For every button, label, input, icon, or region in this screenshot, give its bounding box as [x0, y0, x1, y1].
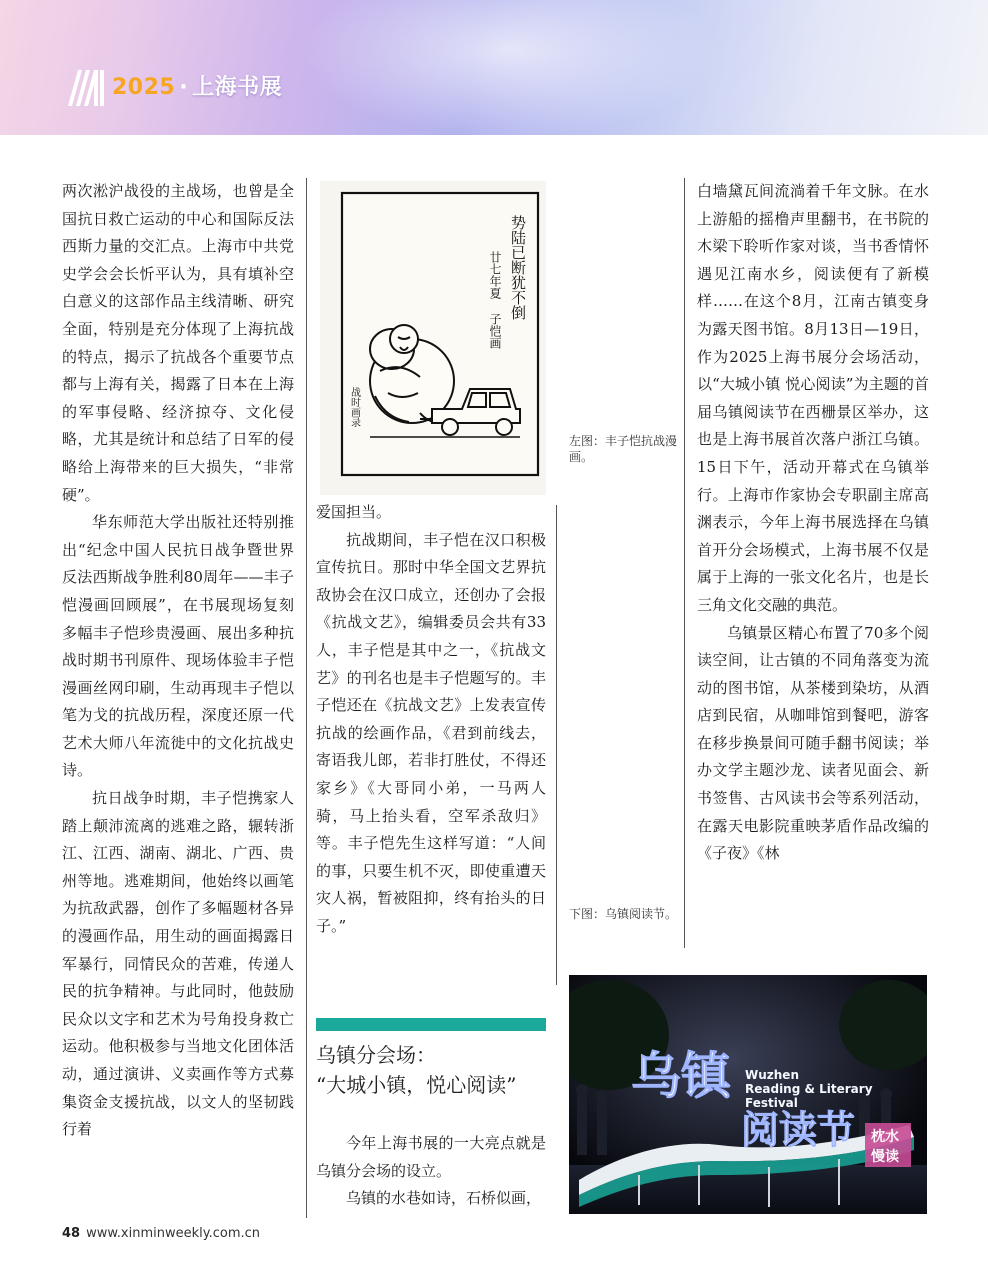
banner-glow — [300, 0, 720, 135]
paragraph: 爱国担当。 — [316, 503, 392, 521]
section-heading-line1: 乌镇分会场： — [316, 1043, 436, 1067]
section-heading — [316, 1040, 556, 1100]
header-year: 2025 — [112, 75, 176, 100]
comic-inscription-date: 廿七年夏 — [488, 251, 502, 299]
paragraph: 两次淞沪战役的主战场，也曾是全国抗日救亡运动的中心和国际反法西斯力量的交汇点。上海市中共党史学会会长忻平认为，具有填补空白意义的这部作品主线清晰、研究全面，特别是充分体现了上海抗战的特点，揭示了抗战各个重要节点都与上海有关，揭露了日本在上海的军事侵略、经济掠夺、文化侵略，尤其是统计和总结了日军的侵略给上海带来的巨大损失，“非常硬”。 — [62, 182, 294, 504]
column-divider — [684, 178, 685, 948]
footer-url[interactable]: www.xinminweekly.com.cn — [86, 1226, 261, 1241]
paragraph: 乌镇景区精心布置了70多个阅读空间，让古镇的不同角落变为流动的图书馆，从茶楼到染坊，从酒店到民宿，从咖啡馆到餐吧，游客在移步换景间可随手翻书阅读；举办文学主题沙龙、读者见面会、新书签售、古风读书会等系列活动，在露天电影院重映茅盾作品改编的《子夜》《林 — [697, 623, 929, 863]
festival-scene — [569, 975, 927, 1214]
paragraph: 抗日战争时期，丰子恺携家人踏上颠沛流离的逃难之路，辗转浙江、江西、湖南、湖北、广西、贵州等地。逃难期间，他始终以画笔为抗敌武器，创作了多幅题材各异的漫画作品，用生动的画面揭露日军暴行，同情民众的苦难，传递人民的抗争精神。与此同时，他鼓励民众以文字和艺术为号角投身救亡运动。他积极参与当地文化团体活动，通过演讲、义卖画作等方式募集资金支援抗战，以文人的坚韧践行着 — [62, 789, 294, 1139]
page-number: 48 — [62, 1226, 81, 1241]
side-sign-line2: 慢读 — [871, 1149, 899, 1165]
page-footer — [62, 1226, 260, 1241]
neon-sign-en-2: Reading & Literary — [745, 1082, 873, 1096]
neon-sign-reading-festival: 阅读节 — [741, 1108, 856, 1152]
wuzhen-festival-photo — [569, 975, 927, 1214]
column-2 — [316, 499, 546, 941]
neon-sign-en-1: Wuzhen — [745, 1068, 799, 1082]
paragraph: 抗战期间，丰子恺在汉口积极宣传抗日。那时中华全国文艺界抗敌协会在汉口成立，还创办了会报《抗战文艺》，编辑委员会共有33人，丰子恺是其中之一，《抗战文艺》的刊名也是丰子恺题写的。丰子恺还在《抗战文艺》上发表宣传抗战的绘画作品，《君到前线去，寄语我儿郎，若非打胜仗，不得还家乡》《大哥同小弟，一马两人骑，马上抬头看，空军杀敌归》等。丰子恺先生这样写道：“人间的事，只要生机不灭，即使重遭天灾人祸，暂被阻抑，终有抬头的日子。” — [316, 530, 546, 935]
comic-inscription: 势陆已断犹不倒 — [509, 215, 527, 320]
section-heading-line2: “大城小镇，悦心阅读” — [316, 1073, 517, 1097]
paragraph: 今年上海书展的一大亮点就是乌镇分会场的设立。 — [316, 1134, 546, 1180]
paragraph: 白墙黛瓦间流淌着千年文脉。在水上游船的摇橹声里翻书，在书院的木梁下聆听作家对谈，当书香情怀遇见江南水乡，阅读便有了新模样……在这个8月，江南古镇变身为露天图书馆。8月13日—19日，作为2025上海书展分会场活动，以“大城小镇 悦心阅读”为主题的首届乌镇阅读节在西栅景区举办，这也是上海书展首次落户浙江乌镇。15日下午，活动开幕式在乌镇举行。上海市作家协会专职副主席高渊表示，今年上海书展选择在乌镇首开分会场模式，上海书展不仅是属于上海的一张文化名片，也是长三角文化交融的典范。 — [697, 182, 929, 614]
section-accent-bar — [316, 1018, 546, 1031]
paragraph: 乌镇的水巷如诗，石桥似画， — [346, 1189, 542, 1208]
comic-signature: 子恺画 — [488, 313, 502, 349]
header-banner — [0, 0, 988, 135]
feng-zikai-comic — [320, 181, 546, 495]
comic-side-note: 战时画录 — [348, 387, 360, 427]
neon-sign-en-3: Festival — [745, 1096, 798, 1110]
column-2-section — [316, 1130, 546, 1213]
photo-caption: 下图：乌镇阅读节。 — [569, 907, 678, 921]
stripes-logo-icon — [64, 68, 106, 108]
comic-caption: 左图：丰子恺抗战漫画。 — [569, 434, 678, 464]
column-divider — [306, 178, 307, 1218]
header-name: 上海书展 — [192, 75, 283, 100]
column-divider — [556, 505, 557, 985]
column-3 — [697, 178, 929, 868]
header-dot: · — [179, 75, 189, 100]
side-sign-line1: 枕水 — [871, 1129, 899, 1145]
section-header-title — [112, 70, 282, 101]
comic-drawing — [320, 181, 546, 495]
neon-sign-wuzhen: 乌镇 — [631, 1047, 731, 1105]
column-1 — [62, 178, 294, 1144]
paragraph: 华东师范大学出版社还特别推出“纪念中国人民抗日战争暨世界反法西斯战争胜利80周年——丰子恺漫画回顾展”，在书展现场复刻多幅丰子恺珍贵漫画、展出多种抗战时期书刊原件、现场体验丰子恺漫画丝网印刷，生动再现丰子恺以笔为戈的抗战历程，深度还原一代艺术大师八年流徙中的文化抗战史诗。 — [62, 513, 294, 780]
